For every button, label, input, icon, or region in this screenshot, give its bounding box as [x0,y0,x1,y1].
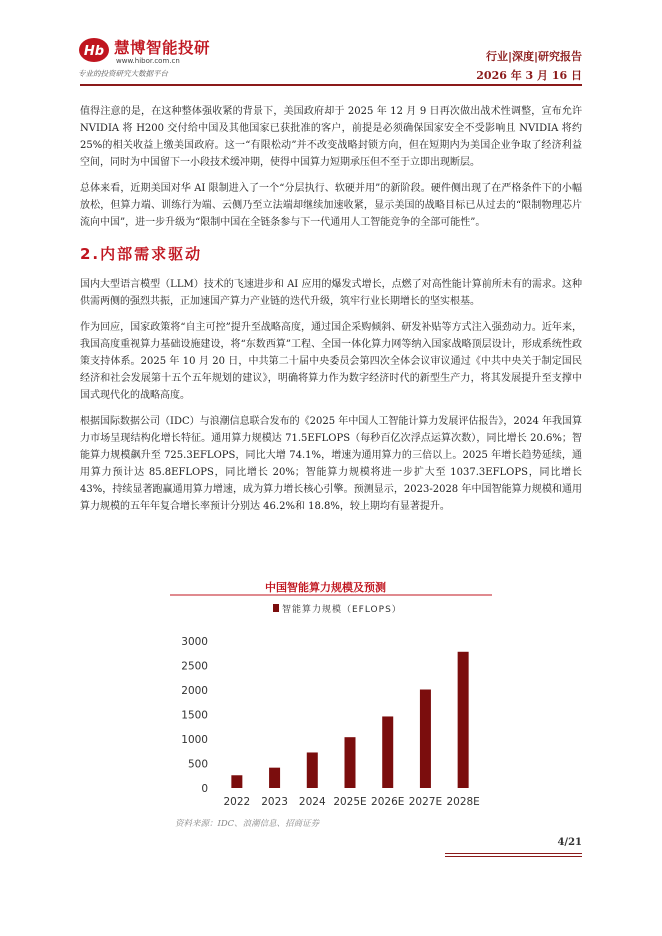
report-type: 行业|深度|研究报告 [485,50,582,63]
y-tick-label: 1500 [181,709,208,722]
x-tick-label: 2023 [261,796,288,808]
paragraph: 根据国际数据公司（IDC）与浪潮信息联合发布的《2025 年中国人工智能计算力发展评估报告》，2024 年我国算力市场呈现结构化增长特征。通用算力规模达 71.5EFLOPS（每秒百亿次浮点运算次数），同比增长 20.6%；智能算力规模飙升至 725.3EFLOPS，同比大增 74.1%，增速为通用算力的三倍以上。2025 年增长趋势延续，通用算力预计达 85.8EFLOPS，同比增长 20%；智能算力规模将进一步扩大至 1037.3EFLOPS，同比增长 43%，持续显著跑赢通用算力增速，成为算力增长核心引擎。预测显示，2023-2028 年中国智能算力规模和通用算力规模的五年年复合增长率预计分别达 46.2%和 18.8%，较上期均有显著提升。 [80,416,582,512]
bar-2027E [420,690,431,788]
paragraph: 总体来看，近期美国对华 AI 限制进入了一个“分层执行、软硬并用”的新阶段。硬件侧出现了在严格条件下的小幅放松，但算力端、训练行为端、云侧乃至立法端却继续加速收紧，显示美国的战略目标已从过去的“限制物理芯片流向中国”，进一步升级为“限制中国在全链条参与下一代通用人工智能竞争的全部可能性”。 [80,183,582,228]
bar-2022 [231,775,242,788]
svg-text:Hb: Hb [83,44,105,59]
bar-2024 [307,752,318,788]
x-tick-label: 2026E [371,796,405,808]
y-tick-label: 3000 [181,636,208,648]
hibor-logo[interactable] [78,36,238,80]
x-tick-label: 2027E [408,796,443,808]
report-body [80,103,582,524]
logo-url: www.hibor.com.cn [116,57,180,65]
chart-canvas [170,578,492,830]
x-tick-label: 2024 [298,796,326,808]
paragraph: 作为回应，国家政策将“自主可控”提升至战略高度，通过国企采购倾斜、研发补贴等方式注入强劲动力。近年来，我国高度重视算力基础设施建设，将“东数西算”工程、全国一体化算力网等纳入国家战略顶层设计，形成系统性政策支持体系。2025 年 10 月 20 日，中共第二十届中央委员会第四次全体会议审议通过《中共中央关于制定国民经济和社会发展第十五个五年规划的建议》，明确将算力作为数字经济时代的新型生产力，将其发展提升至支撑中国式现代化的战略高度。 [80,322,582,401]
section-title: 2.内部需求驱动 [80,245,203,263]
header-divider [80,84,582,86]
bar-2026E [382,716,393,788]
hibor-logo-icon [78,36,112,64]
bars [231,652,468,788]
y-axis [181,636,208,795]
x-tick-label: 2025E [333,796,367,808]
x-axis [223,796,479,808]
footer-divider [445,853,582,854]
bar-2023 [269,768,280,788]
chart-title: 中国智能算力规模及预测 [265,581,386,594]
x-tick-label: 2022 [223,796,251,808]
logo-slogan: 专业的投资研究大数据平台 [78,69,168,78]
paragraph: 国内大型语言模型（LLM）技术的飞速进步和 AI 应用的爆发式增长，点燃了对高性能计算前所未有的需求。这种供需两侧的强烈共振，正加速国产算力产业链的迭代升级，筑牢行业长期增长的坚实根基。 [80,279,582,307]
header-meta [476,48,582,83]
x-tick-label: 2028E [446,796,480,808]
y-tick-label: 500 [187,758,208,771]
compute-scale-chart [170,578,492,830]
legend-label: 智能算力规模（EFLOPS） [282,605,402,615]
report-date: 2026 年 3 月 16 日 [476,69,582,82]
legend-swatch [273,604,279,612]
chart-source: 资料来源：IDC、浪潮信息、招商证券 [175,819,320,829]
page-number: 4/21 [557,837,582,848]
y-tick-label: 0 [201,783,208,795]
paragraph: 值得注意的是，在这种整体强收紧的背景下，美国政府却于 2025 年 12 月 9 日再次做出战术性调整，宣布允许 NVIDIA 将 H200 交付给中国及其他国家已获批准的客户，前提是必须确保国家安全不受影响且 NVIDIA 将约 25%的相关收益上缴美国政府。这一“有限松动”并不改变战略封锁方向，但在短期内为美国企业争取了经济利益空间，同时为中国留下一小段技术缓冲期，使得中国算力短期承压但不至于立即出现断层。 [80,106,582,168]
y-tick-label: 2000 [181,685,208,697]
y-tick-label: 1000 [181,734,208,746]
bar-2028E [458,652,469,788]
page-header [0,0,662,90]
logo-title: 慧博智能投研 [114,39,211,57]
bar-2025E [345,737,356,788]
y-tick-label: 2500 [181,660,208,673]
footer-divider [445,856,582,857]
